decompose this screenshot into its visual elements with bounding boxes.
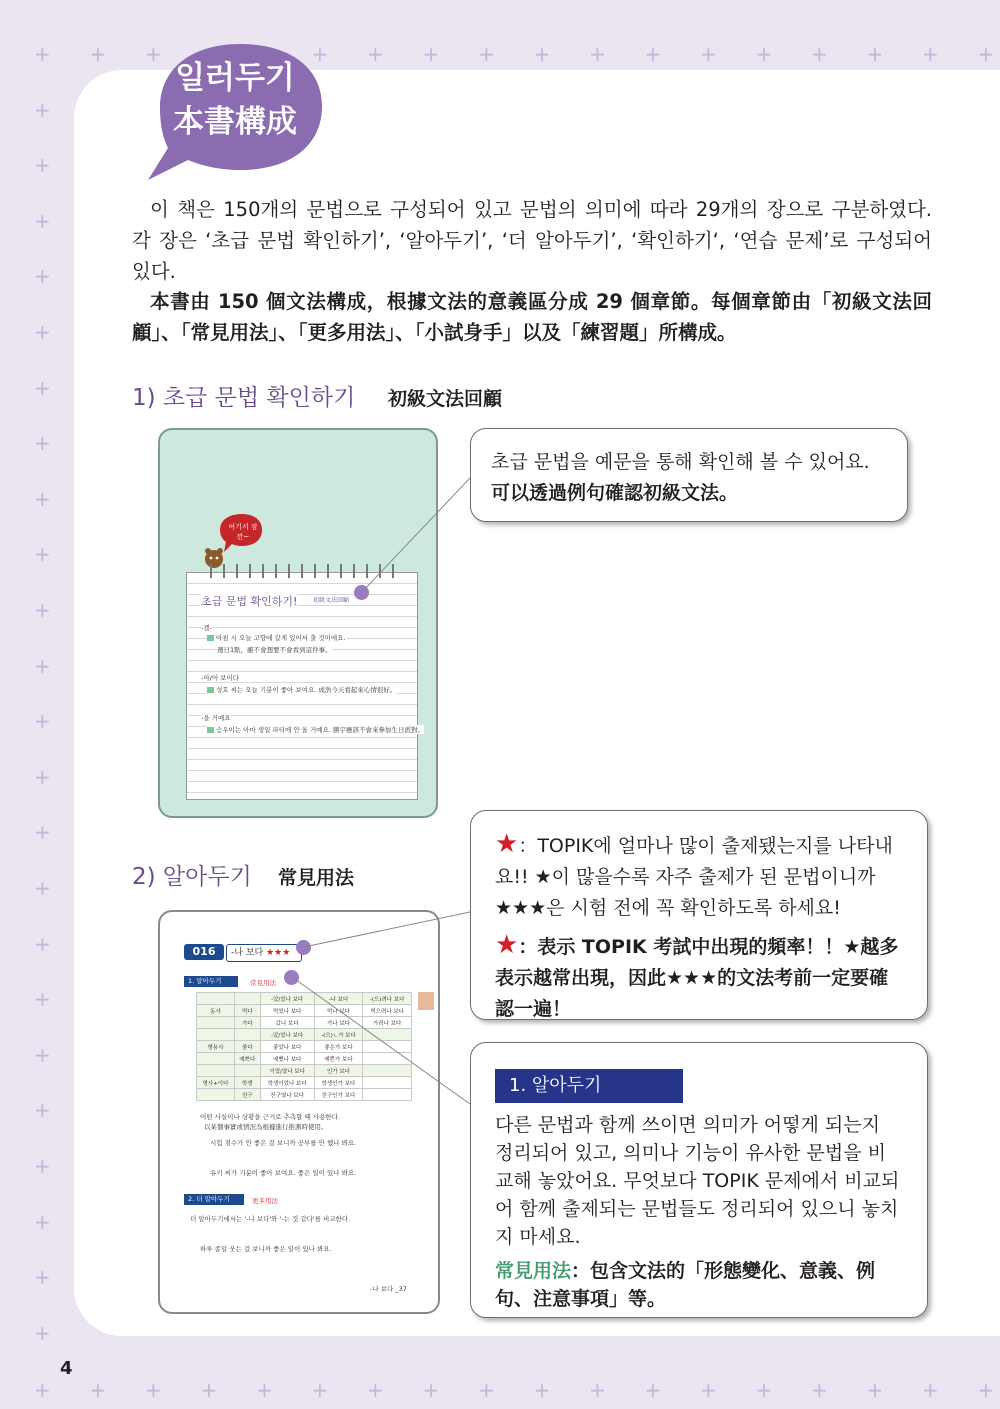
plus-decoration: + <box>34 264 51 289</box>
thumb-table-cell: 가다 <box>234 1017 260 1029</box>
star-callout-chinese: ★：表示 TOPIK 考試中出現的頻率！！★越多表示越常出現，因此★★★的文法考前一定要確認一遍！ <box>495 930 899 1020</box>
mascot-speech-text: 여기서 잠깐~ <box>228 523 258 541</box>
label-callout-korean: 다른 문법과 함께 쓰이면 의미가 어떻게 되는지 정리되어 있고, 의미나 기능이 유사한 문법을 비교해 놓았어요. 무엇보다 TOPIK 문제에서 비교되어 함께 출제되는 문법들도 정리되어 있으니 놓치지 마세요. <box>495 1114 900 1248</box>
thumb-table-cell: 갔나 보다 <box>260 1017 314 1029</box>
thumb-table-cell: 예쁜가 보다 <box>314 1053 363 1065</box>
plus-decoration: + <box>478 42 495 66</box>
plus-decoration: + <box>34 876 51 900</box>
plus-decoration: + <box>866 42 884 66</box>
plus-decoration: + <box>34 1154 51 1178</box>
notepad-item1-translation: 週日1點，雖不會想要不會看到這件事。 <box>217 646 332 654</box>
thumb-table-cell: -(으)려나 보다 <box>363 993 412 1005</box>
thumb-table-cell: 먹었나 보다 <box>260 1005 314 1017</box>
thumb-grammar-number: 016 <box>184 944 224 960</box>
thumb-table-cell: 친구인가 보다 <box>314 1089 363 1101</box>
thumb-table-cell: 좋았나 보다 <box>260 1041 314 1053</box>
plus-decoration: + <box>34 375 51 400</box>
thumb-table-cell: 먹다 <box>234 1005 260 1017</box>
intro-chinese: 本書由 150 個文法構成，根據文法的意義區分成 29 個章節。每個章節由「初級文法回顧」、「常見用法」、「更多用法」、「小試身手」以及「練習題」所構成。 <box>132 290 932 344</box>
thumb-table-cell: 명사+이다 <box>197 1077 235 1089</box>
plus-decoration: + <box>977 1378 995 1402</box>
plus-decoration: + <box>34 1209 51 1234</box>
thumb-table-cell: 인가 보다 <box>314 1065 363 1077</box>
plus-decoration: + <box>700 1378 717 1402</box>
plus-decoration: + <box>89 1378 107 1402</box>
thumb-table-cell: 좋은가 보다 <box>314 1041 363 1053</box>
plus-decoration: + <box>34 320 51 344</box>
plus-decoration: + <box>256 1378 273 1402</box>
thumb-table-cell: 이었/였나 보다 <box>260 1065 314 1077</box>
plus-decoration: + <box>34 1265 51 1290</box>
thumb-grammar-title: -나 보다 ★★★ <box>226 944 302 962</box>
intro-korean: 이 책은 150개의 문법으로 구성되어 있고 문법의 의미에 따라 29개의 장으로 구분하였다. 각 장은 ‘초급 문법 확인하기’, ‘알아두기’, ‘더 알아두기’, ‘확인하기‘, ‘연습 문제’로 구성되어 있다. <box>132 198 932 283</box>
plus-decoration: + <box>34 987 51 1012</box>
thumb-table-cell: -(으)ㄴ가 보다 <box>314 1029 363 1041</box>
section1-callout-korean: 초급 문법을 예문을 통해 확인해 볼 수 있어요. <box>491 451 870 473</box>
label-callout-chinese: 常見用法：包含文法的「形態變化、意義、例句、注意事項」等。 <box>495 1260 876 1310</box>
thumb-table-cell: -나 보다 <box>314 993 363 1005</box>
plus-decoration: + <box>34 1378 51 1402</box>
plus-decoration: + <box>89 42 107 66</box>
plus-decoration: + <box>422 42 440 66</box>
plus-decoration: + <box>533 1378 551 1402</box>
plus-decoration: + <box>533 42 551 66</box>
notepad-item3-example: 승우이는 아마 생일 파티에 안 올 거예요. 勝宇應該不會來參加生日派對。 <box>207 725 424 734</box>
thumb-example1: 시험 점수가 안 좋은 걸 보니까 공부를 안 했나 봐요. <box>210 1139 357 1147</box>
thumb-table-cell: 동사 <box>197 1005 235 1017</box>
plus-decoration: + <box>478 1378 495 1402</box>
plus-decoration: + <box>34 764 51 789</box>
header-title-korean: 일러두기 <box>175 60 295 96</box>
thumb-table-cell: 학생 <box>234 1077 260 1089</box>
plus-decoration: + <box>644 1378 662 1402</box>
plus-decoration: + <box>866 1378 884 1402</box>
section2-title: 2) 알아두기 <box>132 864 252 890</box>
plus-decoration: + <box>811 1378 828 1402</box>
thumb-table-cell: -았/었나 보다 <box>260 993 314 1005</box>
thumb-table-cell: 형용사 <box>197 1041 235 1053</box>
notepad-item1-example: 아침 시 오늘 고향에 갈게 있어서 출 것이에요. <box>207 633 346 642</box>
plus-decoration: + <box>34 1320 51 1345</box>
red-star-icon: ★ <box>495 829 519 859</box>
plus-decoration: + <box>367 1378 384 1402</box>
section2-subtitle: 常見用法 <box>278 867 355 889</box>
thumb-table-cell: 친구였나 보다 <box>260 1089 314 1101</box>
thumb-bar1-tag: 常見用法 <box>250 979 276 987</box>
plus-decoration: + <box>34 931 51 956</box>
thumb-table-cell: 예쁘다 <box>234 1053 260 1065</box>
thumb-bar1: 1. 알아두기 <box>184 976 238 987</box>
section1-title: 1) 초급 문법 확인하기 <box>132 385 356 411</box>
thumb-table-cell: 가나 보다 <box>314 1017 363 1029</box>
section2-star-callout <box>470 810 928 1020</box>
thumb-example3: 더 알아두기에서는 '-나 보다'와 '-는 것 같다'를 비교한다. <box>190 1215 351 1223</box>
section2-label-callout <box>470 1042 928 1318</box>
plus-decoration: + <box>34 820 51 845</box>
thumb-grammar-stars: ★★★ <box>266 948 291 958</box>
section1-subtitle: 初級文法回顧 <box>388 388 503 410</box>
plus-decoration: + <box>34 153 51 178</box>
plus-decoration: + <box>34 653 51 678</box>
thumb-page-ref: -나 보다 _37 <box>370 1285 407 1293</box>
header-title-chinese: 本書構成 <box>173 104 297 140</box>
thumb-table-cell: 먹으려나 보다 <box>363 1005 412 1017</box>
plus-decoration: + <box>34 598 51 622</box>
plus-decoration: + <box>589 42 606 66</box>
plus-decoration: + <box>311 1378 329 1402</box>
notepad-item2-example: 성호 씨는 오늘 기분이 좋아 보여요. 成浩今天看起來心情很好。 <box>207 685 396 694</box>
label-banner: 1. 알아두기 <box>495 1069 683 1103</box>
thumb-note2: 以某個事實或情況為根據進行推測時使用。 <box>204 1123 328 1131</box>
plus-decoration: + <box>34 42 51 66</box>
thumb-table-cell: 친구 <box>234 1089 260 1101</box>
thumb-bar2: 2. 더 알아두기 <box>184 1194 244 1205</box>
plus-decoration: + <box>34 1098 51 1123</box>
star-callout-korean: ★：TOPIK에 얼마나 많이 출제됐는지를 나타내요!! ★이 많을수록 자주 출제가 된 문법이니까 ★★★은 시험 전에 꼭 확인하도록 하세요! <box>495 829 893 919</box>
thumb-note1: 어떤 사실이나 상황을 근거로 추측할 때 사용한다. <box>200 1113 341 1121</box>
plus-decoration: + <box>34 542 51 567</box>
thumb-table-cell: 좋다 <box>234 1041 260 1053</box>
notepad-item1: -겠- <box>201 624 212 632</box>
plus-decoration: + <box>922 1378 939 1402</box>
plus-decoration: + <box>34 97 51 122</box>
plus-decoration: + <box>589 1378 606 1402</box>
plus-decoration: + <box>34 208 51 233</box>
thumb-table-cell: -았/었나 보다 <box>260 1029 314 1041</box>
thumb-example2: 유키 씨가 기분이 좋아 보여요. 좋은 일이 있나 봐요. <box>210 1169 357 1177</box>
notepad-item2: -아/어 보이다 <box>201 674 239 682</box>
plus-decoration: + <box>977 42 995 66</box>
thumb-table-cell: 학생인가 보다 <box>314 1077 363 1089</box>
plus-decoration: + <box>367 42 384 66</box>
notepad-item3: -을 거예요 <box>201 714 231 722</box>
plus-decoration: + <box>145 42 162 66</box>
notepad-heading: 초급 문법 확인하기! <box>201 595 298 608</box>
thumb-table-cell: 예뻤나 보다 <box>260 1053 314 1065</box>
plus-decoration: + <box>145 1378 162 1402</box>
section1-callout-chinese: 可以透過例句確認初級文法。 <box>491 482 739 504</box>
plus-decoration: + <box>34 431 51 456</box>
plus-decoration: + <box>200 1378 218 1402</box>
thumb-example4: 하루 종일 웃는 걸 보니까 좋은 일이 있나 봐요. <box>200 1245 332 1253</box>
plus-decoration: + <box>644 42 662 66</box>
plus-decoration: + <box>755 42 773 66</box>
plus-decoration: + <box>811 42 828 66</box>
red-star-icon-2: ★ <box>495 930 519 960</box>
plus-decoration: + <box>34 1042 51 1067</box>
plus-decoration: + <box>700 42 717 66</box>
plus-decoration: + <box>922 42 939 66</box>
plus-decoration: + <box>755 1378 773 1402</box>
thumb-table-cell: 학생이었나 보다 <box>260 1077 314 1089</box>
thumb-bar2-tag: 更多用法 <box>252 1197 278 1205</box>
page-number: 4 <box>60 1358 73 1379</box>
thumb-table-cell: 가려나 보다 <box>363 1017 412 1029</box>
plus-decoration: + <box>422 1378 440 1402</box>
plus-decoration: + <box>34 486 51 511</box>
notepad-tag: 初級文法回顧 <box>313 597 350 604</box>
plus-decoration: + <box>311 42 329 66</box>
thumb-table-cell: 먹나 보다 <box>314 1005 363 1017</box>
plus-decoration: + <box>34 709 51 734</box>
